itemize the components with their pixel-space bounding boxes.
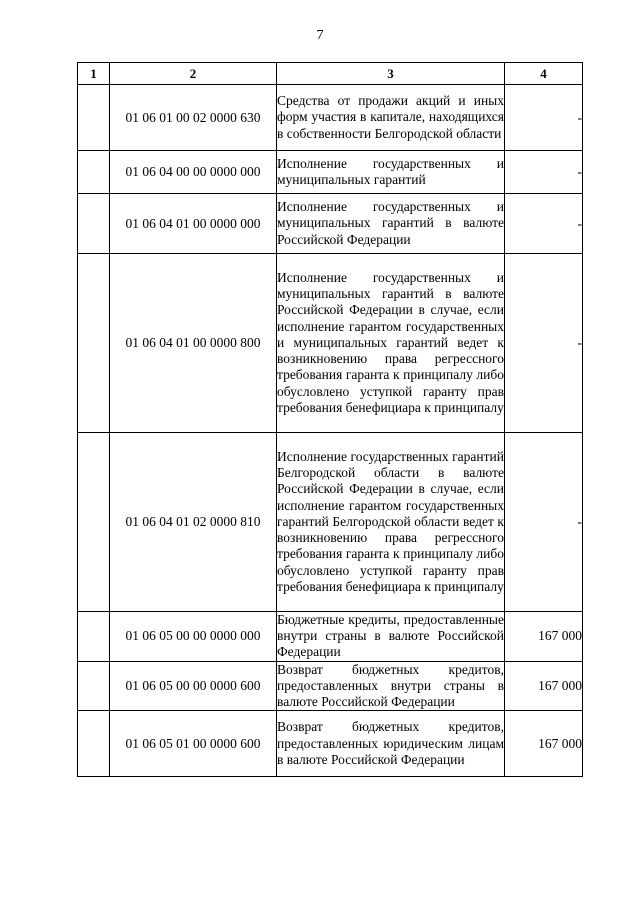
code-cell: 01 06 04 01 00 0000 000 (110, 194, 277, 254)
header-col-1: 1 (78, 63, 110, 85)
amount-cell: - (505, 85, 583, 151)
code-cell: 01 06 04 01 00 0000 800 (110, 254, 277, 433)
table-row (78, 194, 583, 254)
header-col-2: 2 (110, 63, 277, 85)
row-number-cell (78, 612, 110, 662)
amount-cell: - (505, 254, 583, 433)
table-row (78, 85, 583, 151)
header-col-3: 3 (277, 63, 505, 85)
code-cell: 01 06 05 00 00 0000 600 (110, 661, 277, 711)
amount-cell: 167 000 (505, 661, 583, 711)
row-number-cell (78, 85, 110, 151)
table-row (78, 612, 583, 662)
description-cell: Средства от продажи акций и иных форм участия в капитале, находящихся в собственности Белгородской области (277, 85, 505, 151)
description-cell: Исполнение государственных и муниципальных гарантий в валюте Российской Федерации (277, 194, 505, 254)
row-number-cell (78, 151, 110, 194)
table-row (78, 254, 583, 433)
row-number-cell (78, 433, 110, 612)
row-number-cell (78, 711, 110, 777)
row-number-cell (78, 194, 110, 254)
table-row (78, 711, 583, 777)
amount-cell: 167 000 (505, 612, 583, 662)
description-cell: Исполнение государственных и муниципальных гарантий (277, 151, 505, 194)
code-cell: 01 06 04 01 02 0000 810 (110, 433, 277, 612)
amount-cell: - (505, 433, 583, 612)
code-cell: 01 06 01 00 02 0000 630 (110, 85, 277, 151)
amount-cell: - (505, 151, 583, 194)
code-cell: 01 06 04 00 00 0000 000 (110, 151, 277, 194)
page-number: 7 (316, 28, 324, 43)
description-cell: Возврат бюджетных кредитов, предоставленных внутри страны в валюте Российской Федерации (277, 661, 504, 710)
description-cell: Исполнение государственных гарантий Белгородской области в валюте Российской Федерации в случае, если исполнение гарантом государственных гарантий Белгородской области ведет к возникновению права регрессного требования гаранта к принципалу либо обусловлено уступкой гаранту прав требования бенефициара к принципалу (277, 433, 505, 612)
budget-sources-table (77, 62, 583, 777)
description-cell: Исполнение государственных и муниципальных гарантий в валюте Российской Федерации в случае, если исполнение гарантом государственных и муниципальных гарантий ведет к возникновению права регрессного требования гаранта к принципалу либо обусловлено уступкой гаранту прав требования бенефициара к принципалу (277, 254, 505, 433)
amount-cell: - (505, 194, 583, 254)
table-header-row (78, 63, 583, 85)
table-row (78, 151, 583, 194)
table-row (78, 661, 583, 711)
row-number-cell (78, 254, 110, 433)
description-cell: Бюджетные кредиты, предоставленные внутри страны в валюте Российской Федерации (277, 612, 504, 660)
description-cell: Возврат бюджетных кредитов, предоставленных юридическим лицам в валюте Российской Федерации (277, 711, 505, 777)
header-col-4: 4 (505, 63, 583, 85)
code-cell: 01 06 05 00 00 0000 000 (110, 612, 277, 662)
amount-cell: 167 000 (505, 711, 583, 777)
code-cell: 01 06 05 01 00 0000 600 (110, 711, 277, 777)
table-row (78, 433, 583, 612)
row-number-cell (78, 661, 110, 711)
